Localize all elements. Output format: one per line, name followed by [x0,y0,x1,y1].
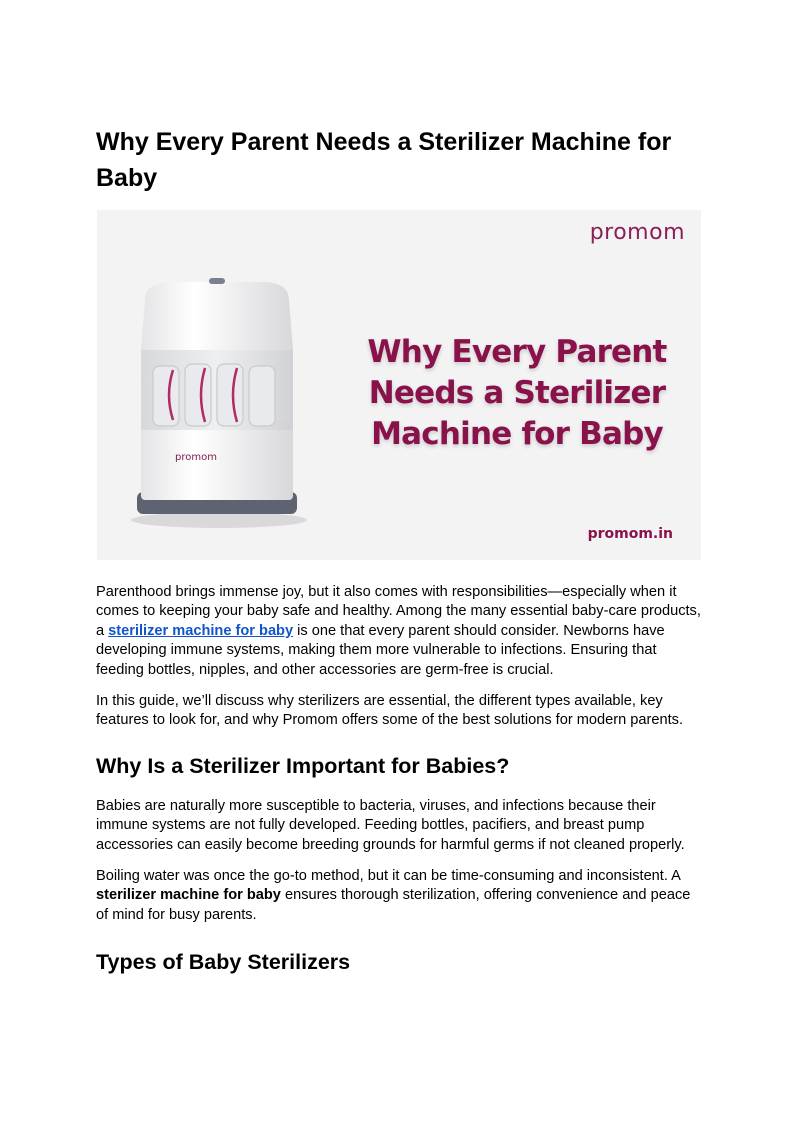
sterilizer-machine-link[interactable]: sterilizer machine for baby [108,622,294,639]
intro-text-before-link: Parenthood brings immense joy, but it also comes with responsibilities—especially when it comes to keeping your baby safe and healthy. Among the many essential baby-care products, a [96,584,701,639]
paragraph-text-before-bold: Boiling water was once the go-to method, but it can be time-consuming and inconsistent. A [96,868,681,885]
intro-paragraph [96,583,702,680]
bold-keyword: sterilizer machine for baby [96,887,281,904]
machine-brand-label: promom [175,452,217,463]
importance-paragraph-1: Babies are naturally more susceptible to bacteria, viruses, and infections because their immune systems are not fully developed. Feeding bottles, pacifiers, and breast pump accessories can easily become breeding grounds for harmful germs if not cleaned properly. [96,797,685,853]
sterilizer-machine-illustration [127,270,307,530]
hero-url-text: promom.in [587,526,673,542]
section-heading-importance: Why Is a Sterilizer Important for Babies? [96,753,510,778]
article-body [96,124,702,977]
article-title: Why Every Parent Needs a Sterilizer Machine for Baby [96,128,672,192]
intro-text-after-link: is one that every parent should consider. Newborns have developing immune systems, making them more vulnerable to infections. Ensuring that feeding bottles, nipples, and other accessories are germ-free is crucial. [96,622,665,678]
section-heading-types: Types of Baby Sterilizers [96,950,351,975]
paragraph-text-after-bold: ensures thorough sterilization, offering convenience and peace of mind for busy parents. [96,887,691,923]
hero-banner-image [97,210,701,560]
hero-title-text: Why Every Parent Needs a Sterilizer Machine for Baby [367,334,667,452]
guide-paragraph: In this guide, we’ll discuss why sterilizers are essential, the different types available, key features to look for, and why Promom offers some of the best solutions for modern parents. [96,693,684,729]
promom-logo: promom [589,220,685,245]
importance-paragraph-2 [96,867,702,925]
